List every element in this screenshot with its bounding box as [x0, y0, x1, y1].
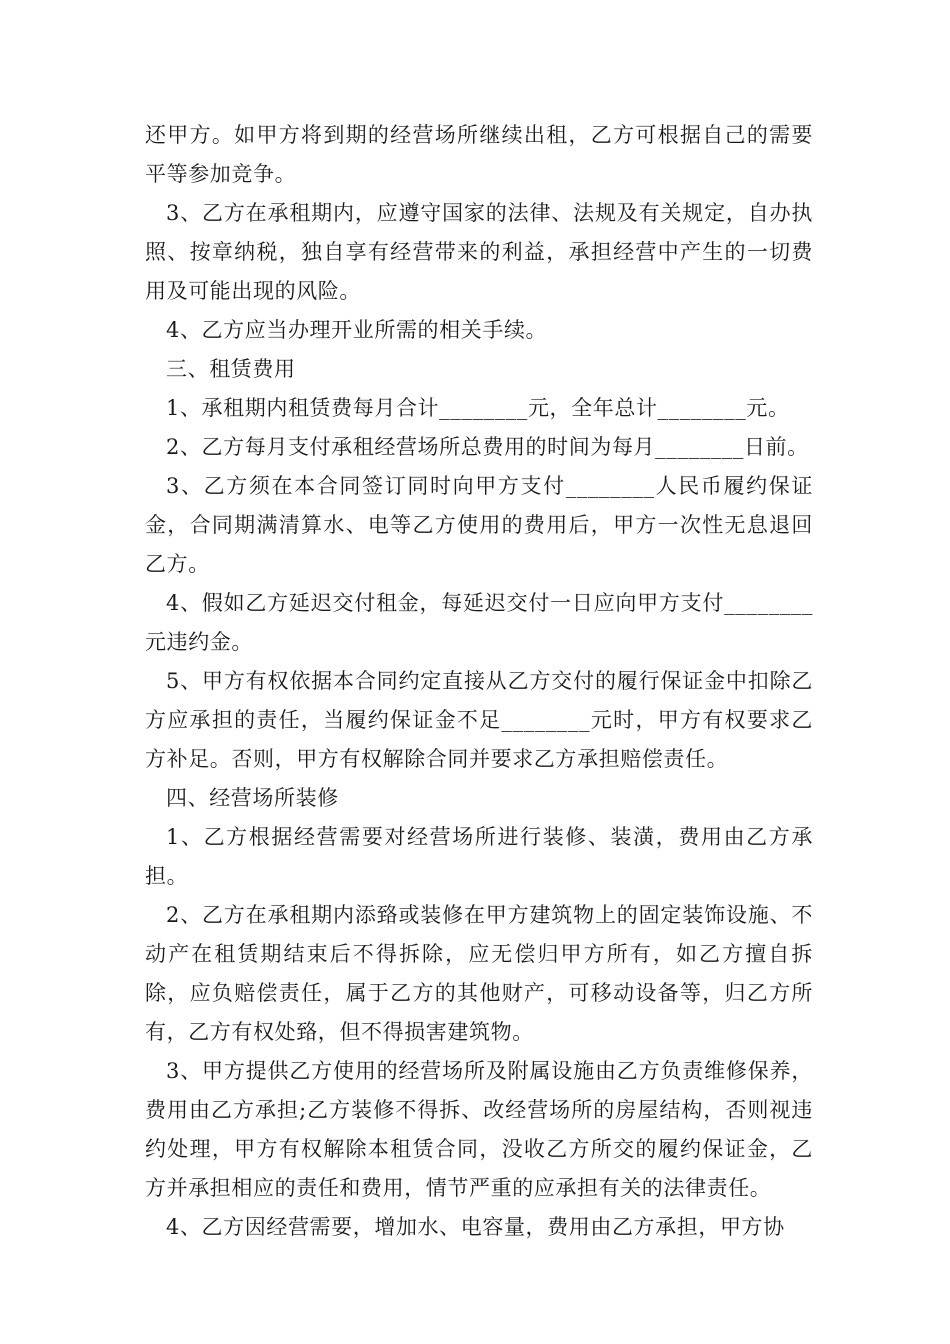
paragraph-clause-3-2: 2、乙方每月支付承租经营场所总费用的时间为每月________日前。 [166, 435, 809, 459]
document-body [145, 116, 813, 1247]
paragraph-clause-4-3: 3、甲方提供乙方使用的经营场所及附属设施由乙方负责维修保养，费用由乙方承担;乙方装修不得拆、改经营场所的房屋结构，否则视违约处理，甲方有权解除本租赁合同，没收乙方所交的履约保证金，乙方并承担相应的责任和费用，情节严重的应承担有关的法律责任。 [145, 1059, 813, 1200]
paragraph-clause-2-4: 4、乙方应当办理开业所需的相关手续。 [166, 318, 548, 342]
paragraph-clause-4-4: 4、乙方因经营需要，增加水、电容量，费用由乙方承担，甲方协 [166, 1215, 785, 1239]
paragraph-clause-3-1: 1、承租期内租赁费每月合计________元，全年总计________元。 [166, 396, 790, 420]
section-heading-renovation: 四、经营场所装修 [166, 786, 339, 810]
paragraph-clause-4-2: 2、乙方在承租期内添臵或装修在甲方建筑物上的固定装饰设施、不动产在租赁期结束后不得拆除，应无偿归甲方所有，如乙方擅自拆除，应负赔偿责任，属于乙方的其他财产，可移动设备等，归乙方所有，乙方有权处臵，但不得损害建筑物。 [145, 903, 813, 1044]
paragraph-clause-2-3: 3、乙方在承租期内，应遵守国家的法律、法规及有关规定，自办执照、按章纳税，独自享有经营带来的利益，承担经营中产生的一切费用及可能出现的风险。 [145, 201, 813, 303]
paragraph-clause-3-3: 3、乙方须在本合同签订同时向甲方支付________人民币履约保证金，合同期满清算水、电等乙方使用的费用后，甲方一次性无息退回乙方。 [145, 474, 813, 576]
paragraph-continuation: 还甲方。如甲方将到期的经营场所继续出租，乙方可根据自己的需要平等参加竞争。 [145, 123, 813, 186]
paragraph-clause-4-1: 1、乙方根据经营需要对经营场所进行装修、装潢，费用由乙方承担。 [145, 825, 813, 888]
paragraph-clause-3-4: 4、假如乙方延迟交付租金，每延迟交付一日应向甲方支付________元违约金。 [145, 591, 813, 654]
section-heading-rent-fees: 三、租赁费用 [166, 357, 296, 381]
paragraph-clause-3-5: 5、甲方有权依据本合同约定直接从乙方交付的履行保证金中扣除乙方应承担的责任，当履约保证金不足________元时，甲方有权要求乙方补足。否则，甲方有权解除合同并要求乙方承担赔偿责任。 [145, 669, 813, 771]
